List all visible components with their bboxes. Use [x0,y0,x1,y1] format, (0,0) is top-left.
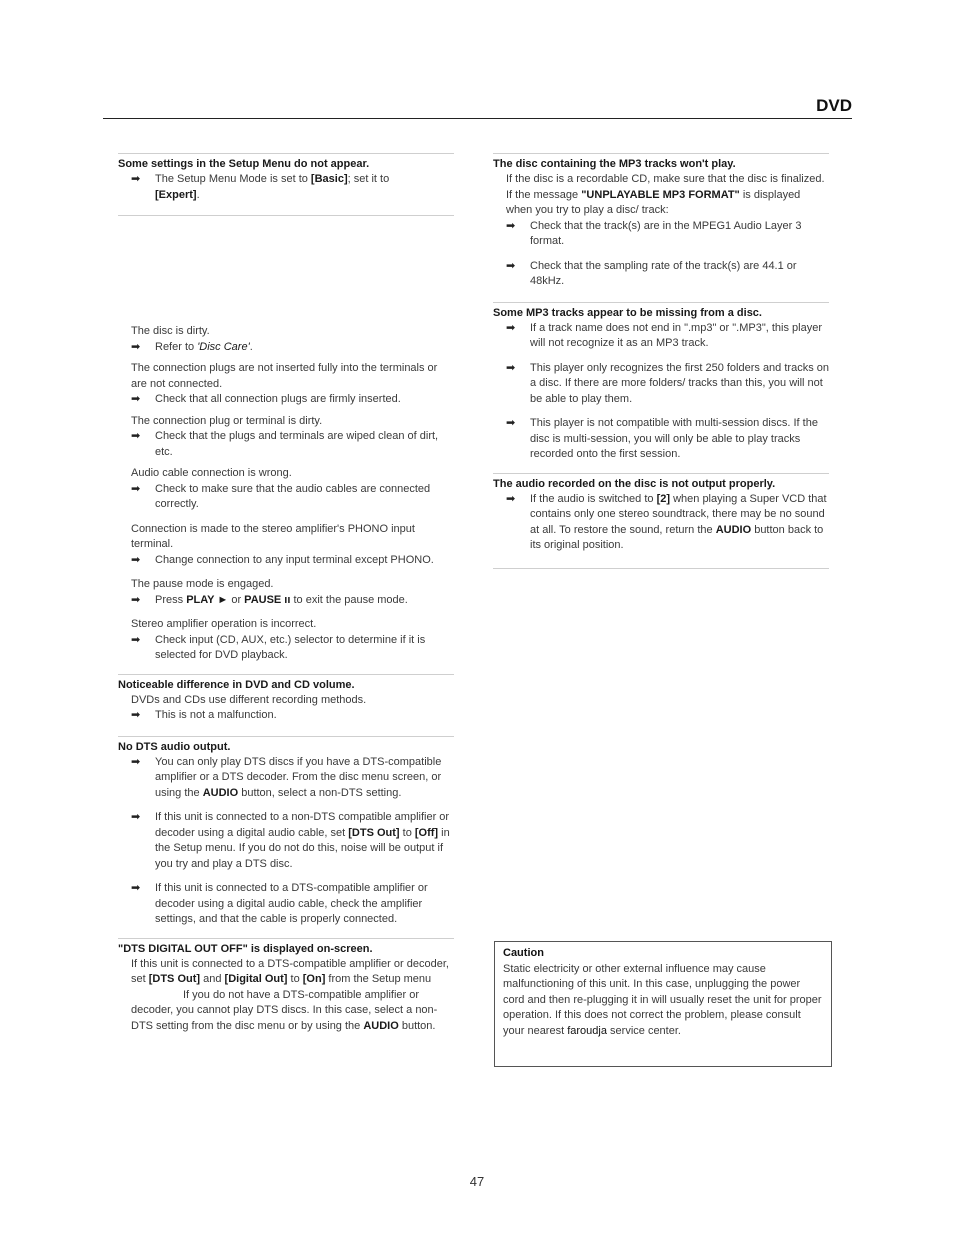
arrow-right-icon: ➡ [131,709,141,721]
arrow-right-icon: ➡ [131,553,141,566]
remedy-exit-pause: ➡ Press PLAY ► or PAUSE ıı to exit the pause mode. [118,593,454,609]
mp3-play-text: If the disc is a recordable CD, make sure that the disc is finalized. If the message "UNPLAYABLE MP3 FORMAT" is displayed when you try to play a disc/ track: [506,173,825,216]
arrow-right-icon: ➡ [506,417,516,429]
no-sound-causes [118,324,454,664]
cause-phono-input: Connection is made to the stereo amplifier's PHONO input terminal. [131,522,415,550]
mp3-missing-title: Some MP3 tracks appear to be missing from a disc. [493,306,762,319]
setup-menu-remedy: ➡ The Setup Menu Mode is set to [Basic]; set it to [Expert]. [131,173,390,201]
left-column [118,153,454,1034]
cause-amplifier-operation: Stereo amplifier operation is incorrect. [131,618,317,630]
arrow-right-icon: ➡ [131,882,141,894]
header-rule [103,118,852,119]
arrow-right-icon: ➡ [131,340,141,353]
arrow-right-icon: ➡ [131,633,141,646]
mp3-missing-remedy-1: ➡ If a track name does not end in ".mp3" or ".MP3", this player will not recognize it as an MP3 track. [506,321,822,349]
cause-cable-wrong: Audio cable connection is wrong. [131,467,292,479]
dts-off-section [118,938,454,1035]
remedy-plugs-inserted: ➡ Check that all connection plugs are firmly inserted. [118,392,454,408]
arrow-right-icon: ➡ [131,430,141,442]
right-column [493,153,829,569]
dts-remedy-1: ➡ You can only play DTS discs if you have a DTS-compatible amplifier or a DTS decoder. From the disc menu screen, or using the AUDIO button, select a non-DTS setting. [131,755,442,799]
arrow-right-icon: ➡ [506,219,516,232]
arrow-right-icon: ➡ [131,173,141,185]
audio-output-remedy: ➡ If the audio is switched to [2] when playing a Super VCD that contains only one stereo soundtrack, there may be no sound at all. To restore the sound, return the AUDIO button back to its original position. [506,492,827,551]
caution-title: Caution [503,947,544,959]
mp3-play-title: The disc containing the MP3 tracks won't play. [493,158,736,170]
dts-off-text: If this unit is connected to a DTS-compatible amplifier or decoder, set [DTS Out] and [Digital Out] to [On] from the Setup menu If you do not have a DTS-compatible amplifier or decoder, you cannot play DTS discs. In this case, select a non-DTS setting from the disc menu or by using the AUDIO button. [131,957,449,1032]
arrow-right-icon: ➡ [506,259,516,272]
arrow-right-icon: ➡ [506,321,516,334]
setup-menu-title: Some settings in the Setup Menu do not appear. [118,158,370,170]
mp3-play-remedy-2: ➡ Check that the sampling rate of the track(s) are 44.1 or 48kHz. [506,259,797,287]
arrow-right-icon: ➡ [506,361,516,374]
cause-plug-dirty: The connection plug or terminal is dirty. [131,414,323,427]
dts-title: No DTS audio output. [118,740,231,753]
mp3-missing-remedy-3: ➡ This player is not compatible with multi-session discs. If the disc is multi-session, you will only be able to play tracks recorded onto the first session. [506,417,818,460]
mp3-missing-remedy-2: ➡ This player only recognizes the first 250 folders and tracks on a disc. If there are more folders/ tracks than this, you will not be able to play them. [506,361,829,405]
remedy-change-input: ➡ Change connection to any input terminal except PHONO. [118,553,454,569]
brand-name: faroudja [567,1024,607,1037]
remedy-plugs-clean: ➡ Check that the plugs and terminals are wiped clean of dirt, etc. [131,430,439,458]
dts-remedy-3: ➡ If this unit is connected to a DTS-compatible amplifier or decoder using a digital audio cable, check the amplifier settings, and that the cable is properly connected. [131,882,428,925]
mp3-missing-section [493,302,829,463]
cause-pause-mode: The pause mode is engaged. [131,578,274,590]
volume-section [118,674,454,724]
volume-title: Noticeable difference in DVD and CD volume. [118,678,355,691]
mp3-play-remedy-1: ➡ Check that the track(s) are in the MPEG1 Audio Layer 3 format. [506,219,802,247]
volume-text: DVDs and CDs use different recording methods. [131,693,367,706]
volume-remedy: ➡ This is not a malfunction. [118,708,454,724]
cause-plugs-not-inserted: The connection plugs are not inserted fully into the terminals or are not connected. [131,362,438,390]
audio-output-section [493,473,829,569]
arrow-right-icon: ➡ [506,492,516,505]
arrow-right-icon: ➡ [131,482,141,495]
section-title: DVD [816,96,852,115]
remedy-cable-check: ➡ Check to make sure that the audio cables are connected correctly. [131,482,431,510]
arrow-right-icon: ➡ [131,811,141,823]
mp3-play-section [493,153,829,290]
audio-output-title: The audio recorded on the disc is not output properly. [493,477,776,490]
setup-menu-section [118,153,454,216]
dts-section [118,736,454,928]
remedy-disc-care: ➡ Refer to 'Disc Care'. [118,340,454,356]
cause-dirty-disc: The disc is dirty. [131,325,210,337]
caution-box [494,941,832,1067]
arrow-right-icon: ➡ [131,755,141,768]
arrow-right-icon: ➡ [131,393,141,405]
dts-remedy-2: ➡ If this unit is connected to a non-DTS compatible amplifier or decoder using a digital audio cable, set [DTS Out] to [Off] in the Setup menu. If you do not do this, noise will be output if you try and play a DTS disc. [131,811,450,870]
caution-text: Static electricity or other external influence may cause malfunctioning of this unit. In this case, unplugging the power cord and then re-plugging it in will usually reset the unit for proper operation. If this does not correct the problem, please consult your nearest faroudja service center. [503,962,822,1037]
dts-off-title: "DTS DIGITAL OUT OFF" is displayed on-screen. [118,942,373,955]
arrow-right-icon: ➡ [131,593,141,606]
page-number: 47 [469,1174,485,1189]
remedy-check-selector: ➡ Check input (CD, AUX, etc.) selector to determine if it is selected for DVD playback. [131,633,426,661]
